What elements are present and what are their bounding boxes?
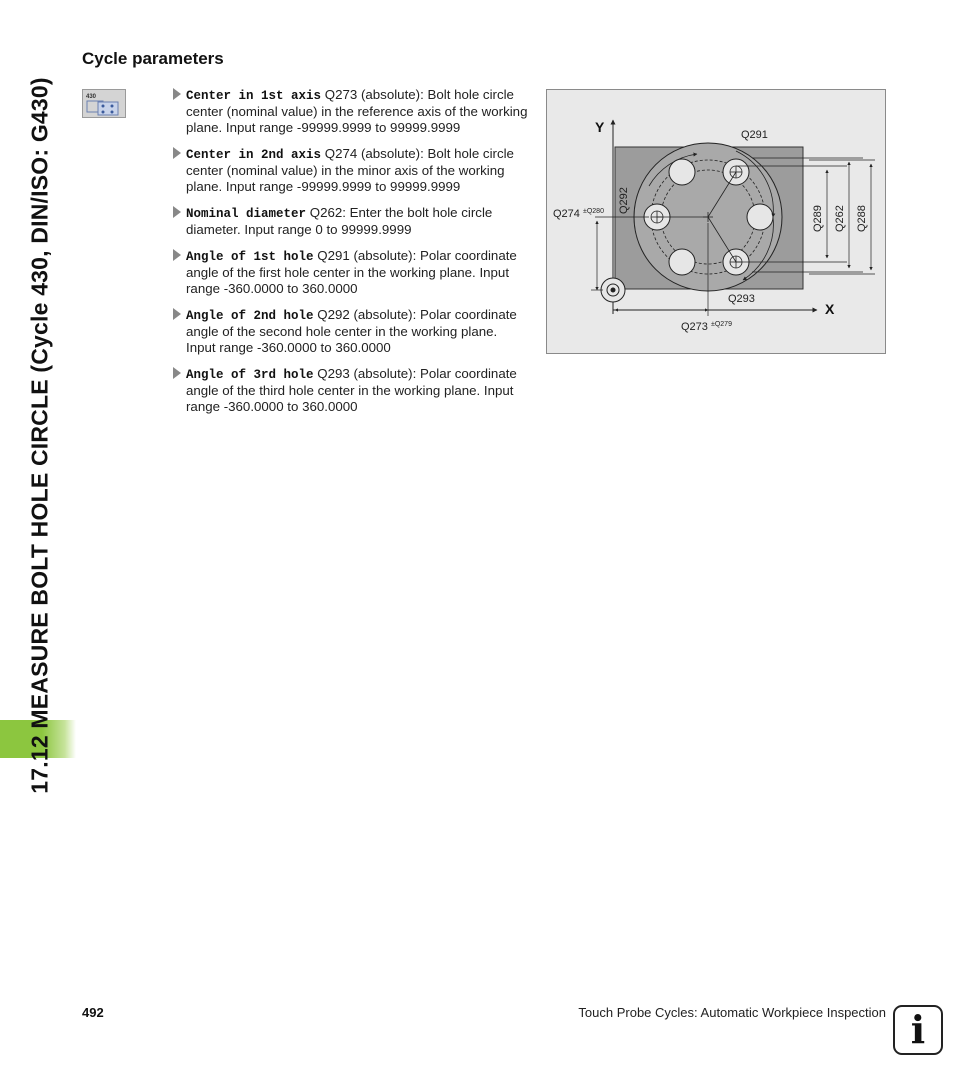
label-q292: Q292 bbox=[618, 187, 630, 214]
param-name: Center in 1st axis bbox=[186, 89, 322, 103]
param-name: Angle of 3rd hole bbox=[186, 368, 314, 382]
label-q262: Q262 bbox=[834, 205, 846, 232]
label-q291: Q291 bbox=[741, 129, 768, 141]
param-description: Q291 (absolute): Polar coordinate angle of the first hole center in the working plane. Input range -360.0000 to 360.0000 bbox=[186, 248, 517, 296]
label-q288: Q288 bbox=[856, 205, 868, 232]
param-description: Q262: Enter the bolt hole circle diameter. Input range 0 to 99999.9999 bbox=[186, 205, 493, 237]
label-q274: Q274 bbox=[553, 208, 580, 220]
label-q280: ±Q280 bbox=[583, 208, 604, 215]
origin-symbol bbox=[601, 278, 625, 302]
info-icon bbox=[893, 1005, 943, 1055]
param-nominal-diameter bbox=[172, 205, 528, 238]
param-description: Q273 (absolute): Bolt hole circle center (nominal value) in the reference axis of the working plane. Input range -99999.9999 to 99999.9999 bbox=[186, 87, 528, 135]
bullet-arrow-icon bbox=[173, 308, 181, 320]
chapter-title-text: 17.12 MEASURE BOLT HOLE CIRCLE (Cycle 430, DIN/ISO: G430) bbox=[26, 76, 53, 794]
chapter-side-title bbox=[22, 40, 58, 830]
label-q279: ±Q279 bbox=[711, 321, 732, 328]
info-icon-glyph: i bbox=[910, 1007, 926, 1052]
param-angle-1st-hole bbox=[172, 248, 528, 297]
x-axis-label: X bbox=[825, 301, 835, 317]
footer-chapter-text: Touch Probe Cycles: Automatic Workpiece Inspection bbox=[578, 1005, 886, 1020]
param-name: Angle of 2nd hole bbox=[186, 309, 314, 323]
label-q293: Q293 bbox=[728, 293, 755, 305]
bolt-hole-circle-diagram bbox=[546, 89, 886, 354]
param-name: Nominal diameter bbox=[186, 207, 307, 221]
bullet-arrow-icon bbox=[173, 249, 181, 261]
label-q289: Q289 bbox=[812, 205, 824, 232]
param-description: Q292 (absolute): Polar coordinate angle of the second hole center in the working plane. Input range -360.0000 to 360.0000 bbox=[186, 307, 517, 355]
param-description: Q274 (absolute): Bolt hole circle center (nominal value) in the minor axis of the working plane. Input range -99999.9999 to 99999.9999 bbox=[186, 146, 514, 194]
param-name: Center in 2nd axis bbox=[186, 148, 322, 162]
param-name: Angle of 1st hole bbox=[186, 250, 314, 264]
bullet-arrow-icon bbox=[173, 88, 181, 100]
bullet-arrow-icon bbox=[173, 367, 181, 379]
parameter-list bbox=[172, 87, 528, 425]
bullet-arrow-icon bbox=[173, 147, 181, 159]
cycle-430-icon bbox=[82, 89, 126, 118]
param-center-1st-axis bbox=[172, 87, 528, 136]
param-description: Q293 (absolute): Polar coordinate angle of the third hole center in the working plane. Input range -360.0000 to 360.0000 bbox=[186, 366, 517, 414]
param-center-2nd-axis bbox=[172, 146, 528, 195]
param-angle-2nd-hole bbox=[172, 307, 528, 356]
y-axis-label: Y bbox=[595, 119, 605, 135]
cycle-icon-label: 430 bbox=[86, 94, 97, 100]
label-q273: Q273 bbox=[681, 321, 708, 333]
section-heading: Cycle parameters bbox=[82, 49, 224, 68]
page-number: 492 bbox=[82, 1005, 104, 1020]
bullet-arrow-icon bbox=[173, 206, 181, 218]
param-angle-3rd-hole bbox=[172, 366, 528, 415]
